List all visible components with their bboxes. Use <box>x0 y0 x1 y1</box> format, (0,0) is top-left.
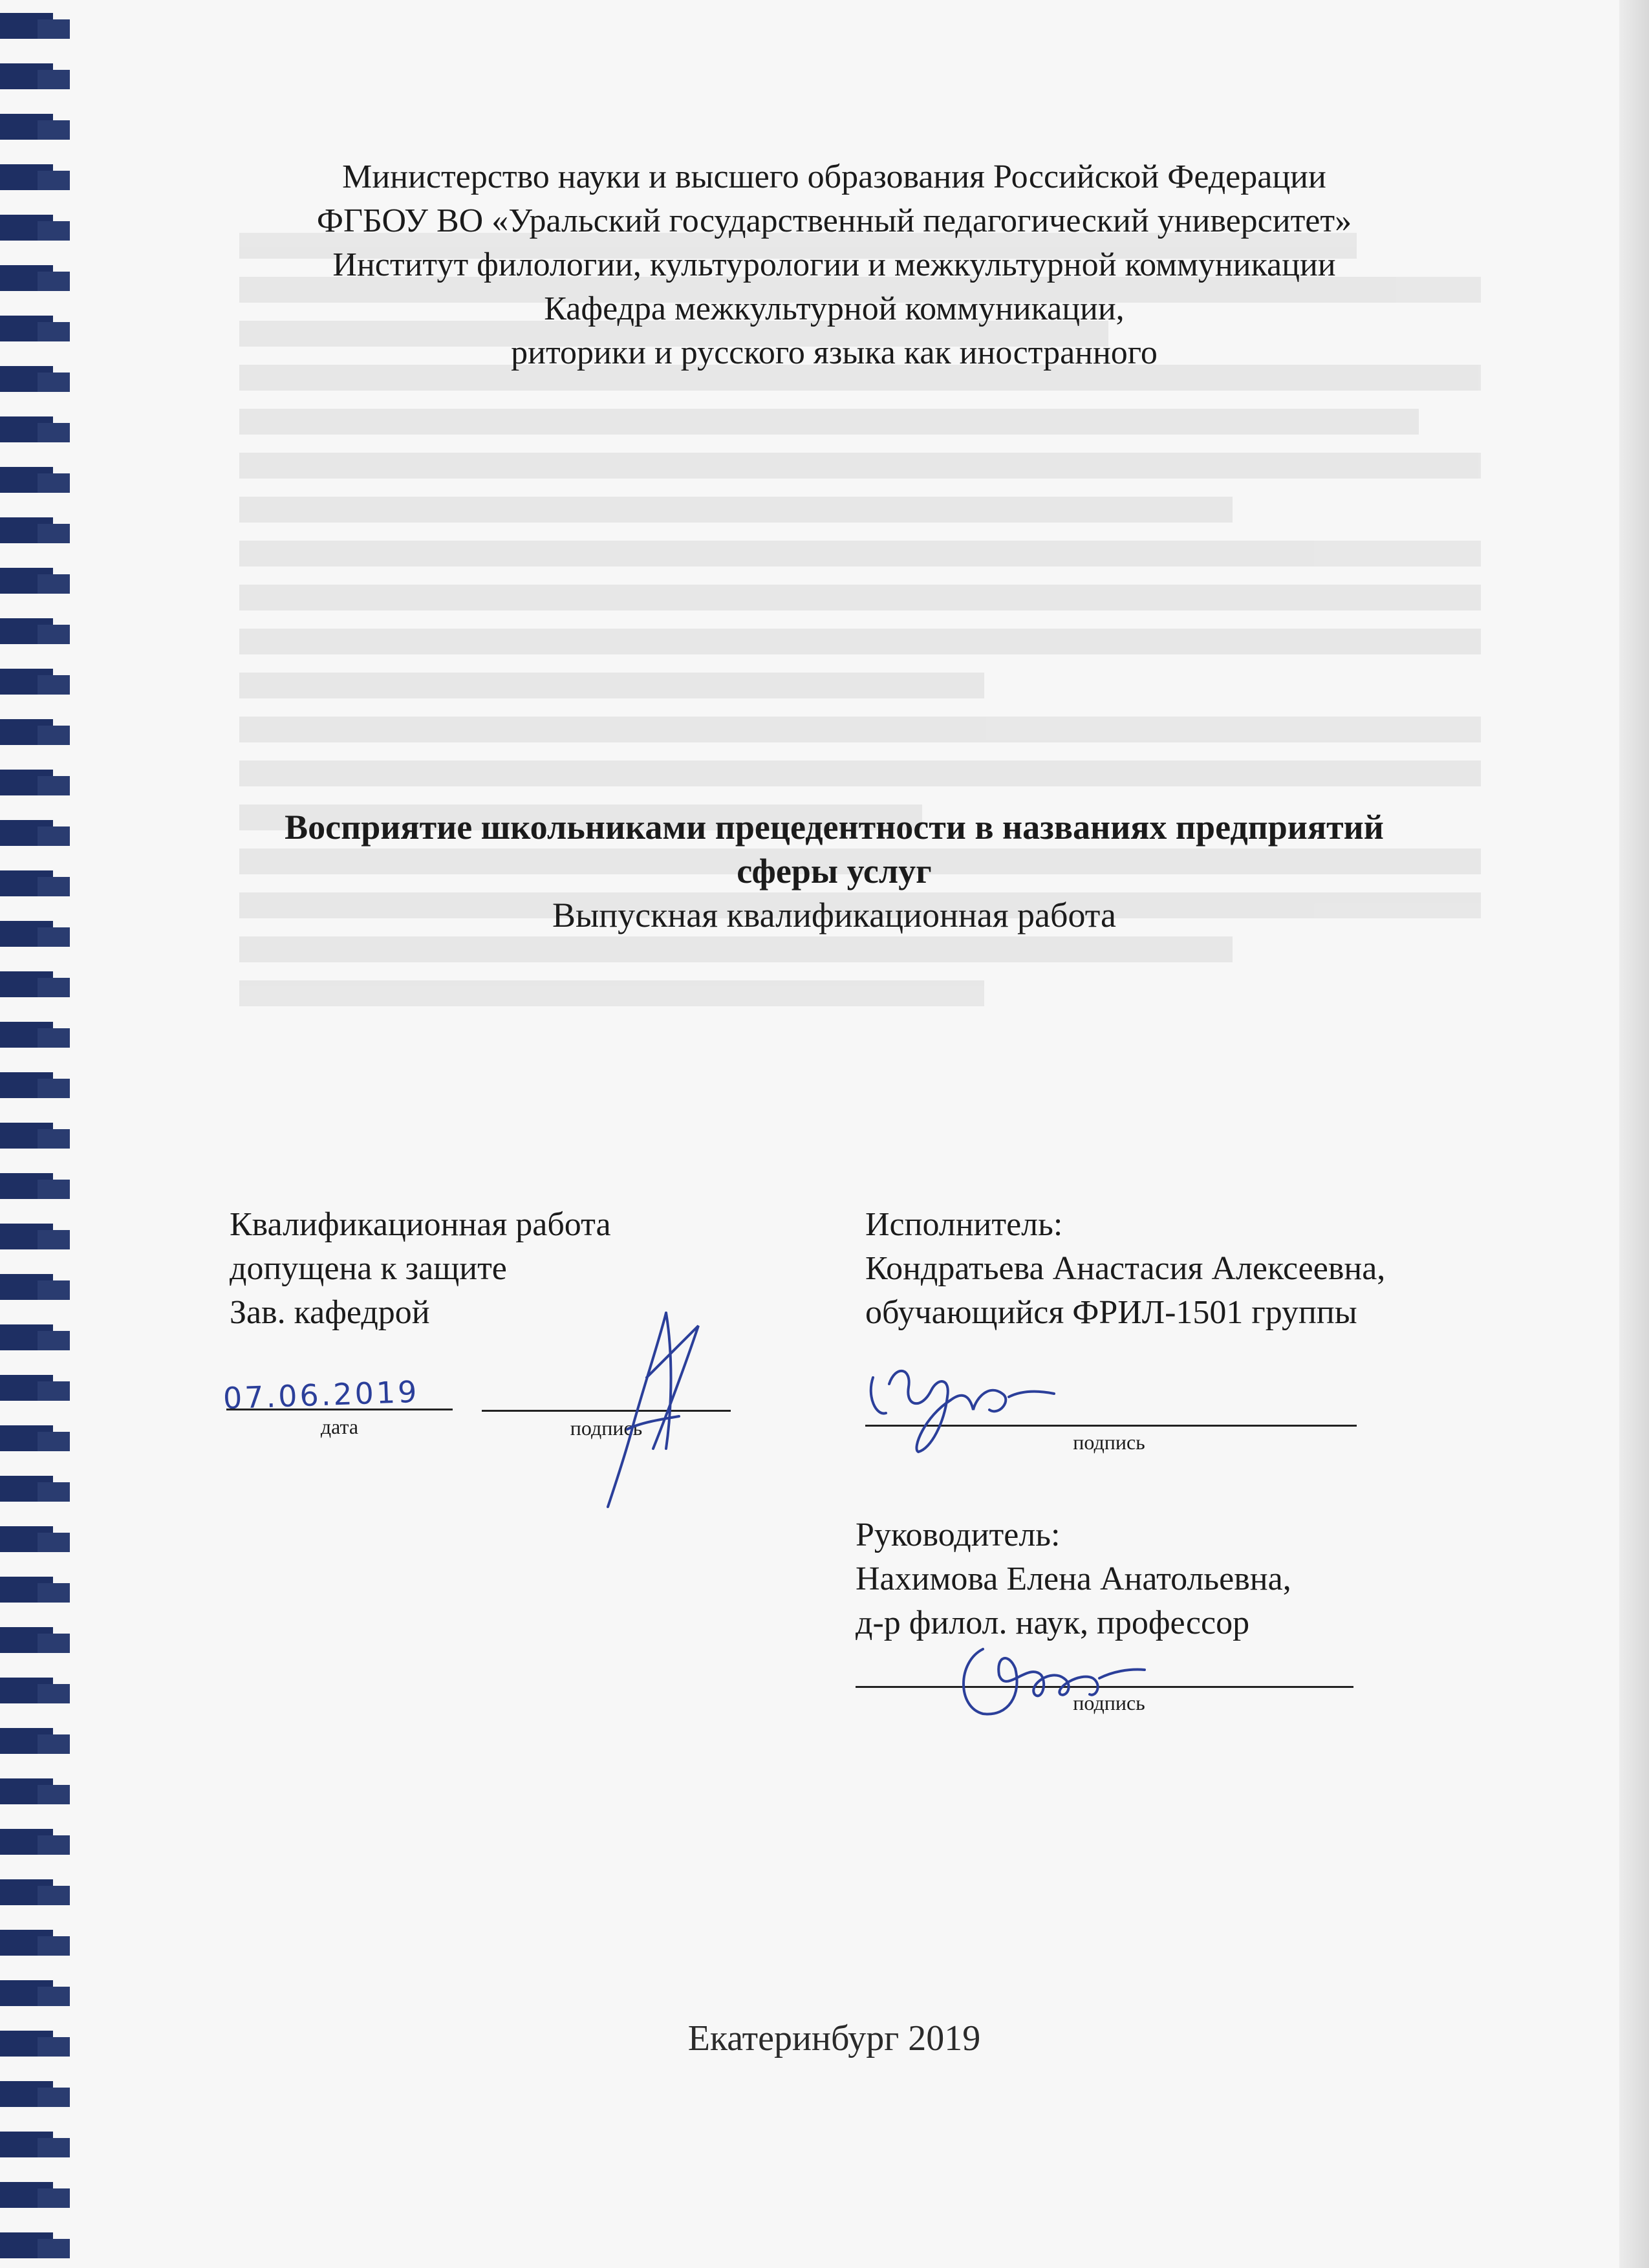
binding-tab <box>0 870 53 896</box>
binding-tab <box>0 13 53 39</box>
department-line-2: риторики и русского языка как иностранного <box>511 334 1158 371</box>
binding-tab <box>0 517 53 543</box>
binding-tab <box>0 63 53 89</box>
supervisor-label: Руководитель: <box>856 1517 1061 1553</box>
admission-line-3: Зав. кафедрой <box>230 1294 430 1331</box>
binding-tab <box>0 1778 53 1804</box>
admission-line-2: допущена к защите <box>230 1250 507 1287</box>
handwritten-date: 07.06.2019 <box>222 1374 420 1416</box>
page-edge <box>1619 0 1649 2268</box>
institute-line: Институт филологии, культурологии и межкультурной коммуникации <box>332 246 1336 283</box>
city-year: Екатеринбург 2019 <box>687 2018 981 2058</box>
binding-tab <box>0 1324 53 1350</box>
binding-tab <box>0 1930 53 1956</box>
binding-tab <box>0 416 53 442</box>
binding-tab <box>0 1526 53 1552</box>
thesis-title-block <box>194 805 1474 937</box>
binding-tab <box>0 1678 53 1703</box>
binding-tab <box>0 1072 53 1098</box>
binding-tab <box>0 1425 53 1451</box>
binding-tab <box>0 2132 53 2157</box>
binding-tab <box>0 1274 53 1300</box>
thesis-title: Восприятие школьниками прецедентности в названиях предприятий <box>285 808 1384 847</box>
binding-tab <box>0 2031 53 2057</box>
binding-tab <box>0 2182 53 2208</box>
executor-signature <box>860 1339 1073 1468</box>
binding-tab <box>0 618 53 644</box>
date-line <box>226 1409 453 1410</box>
thesis-subtitle: Выпускная квалификационная работа <box>552 896 1117 934</box>
supervisor-name: Нахимова Елена Анатольевна, <box>856 1561 1291 1597</box>
binding-tab <box>0 1728 53 1754</box>
binding-tab <box>0 265 53 291</box>
binding-tab <box>0 1123 53 1149</box>
thesis-title-line-2: сферы услуг <box>737 852 932 891</box>
binding-tab <box>0 971 53 997</box>
head-signature <box>569 1300 711 1520</box>
binding-tab <box>0 770 53 795</box>
binding-tab <box>0 1173 53 1199</box>
executor-group: обучающийся ФРИЛ-1501 группы <box>865 1294 1357 1331</box>
executor-label: Исполнитель: <box>865 1206 1063 1243</box>
university-line: ФГБОУ ВО «Уральский государственный педагогический университет» <box>316 202 1352 239</box>
binding-tab <box>0 1980 53 2006</box>
date-caption: дата <box>320 1415 359 1438</box>
executor-name: Кондратьева Анастасия Алексеевна, <box>865 1250 1386 1287</box>
department-line: Кафедра межкультурной коммуникации, <box>544 290 1125 327</box>
binding-tab <box>0 1476 53 1502</box>
binding-tab <box>0 164 53 190</box>
institution-header <box>194 155 1474 375</box>
admission-block <box>230 1203 611 1335</box>
binding-tab <box>0 1577 53 1603</box>
supervisor-signature-caption: подпись <box>1073 1691 1145 1714</box>
head-signature-caption: подпись <box>570 1416 643 1440</box>
supervisor-degree: д-р филол. наук, профессор <box>856 1604 1250 1641</box>
binding-tab <box>0 215 53 241</box>
binding-tab <box>0 820 53 846</box>
ministry-line: Министерство науки и высшего образования Российской Федерации <box>342 158 1326 195</box>
binding-tab <box>0 2081 53 2107</box>
admission-line-1: Квалификационная работа <box>230 1206 611 1243</box>
executor-signature-caption: подпись <box>1073 1431 1145 1454</box>
binding-tab <box>0 467 53 493</box>
binding-tab <box>0 1627 53 1653</box>
binding-tab <box>0 719 53 745</box>
binding-tab <box>0 2232 53 2258</box>
binding-tab <box>0 1022 53 1048</box>
binding-tab <box>0 568 53 594</box>
binding-tab <box>0 1224 53 1249</box>
binding-tab <box>0 114 53 140</box>
supervisor-signature <box>944 1623 1158 1733</box>
spiral-binding <box>0 0 78 2268</box>
binding-tab <box>0 1879 53 1905</box>
binding-tab <box>0 669 53 695</box>
binding-tab <box>0 366 53 392</box>
binding-tab <box>0 316 53 341</box>
executor-block <box>865 1203 1385 1335</box>
binding-tab <box>0 921 53 947</box>
binding-tab <box>0 1829 53 1855</box>
binding-tab <box>0 1375 53 1401</box>
